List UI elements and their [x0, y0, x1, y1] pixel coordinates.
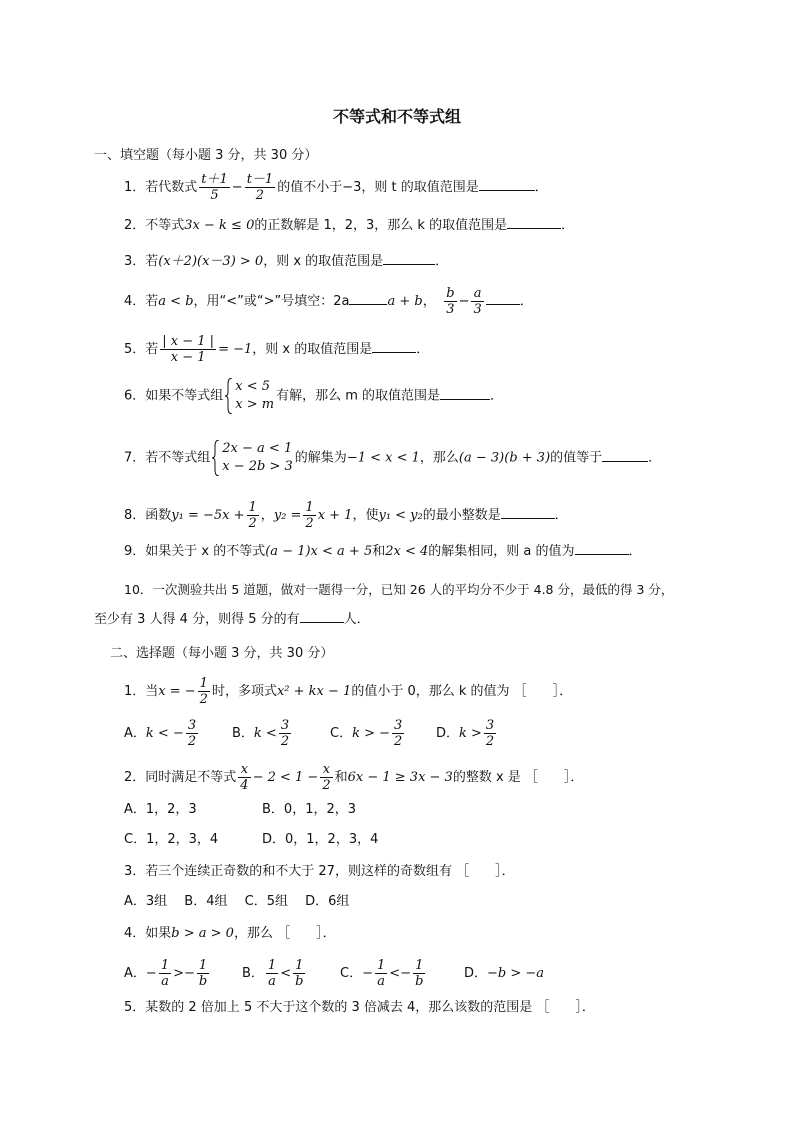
q2-answer-blank[interactable]: [507, 216, 561, 229]
q9-math-1: (a − 1)x < a + 5: [265, 544, 373, 559]
mc4-math: b > a > 0: [171, 926, 234, 941]
fill-q10-line1: 10．一次测验共出 5 道题，做对一题得一分，已知 26 人的平均分不少于 4.8 分，最低的得 3 分，: [124, 582, 674, 597]
q8-math-3: x + 1: [317, 508, 353, 523]
q7-math: −1 < x < 1: [346, 450, 420, 466]
q8-fraction-1: $\frac{1}{2}$: [248, 500, 257, 531]
fill-q8: [124, 500, 568, 531]
q8-math-1: y₁ = −5x +: [171, 508, 245, 523]
q2-text-b: 的正数解是 1，2，3，那么 k 的取值范围是: [254, 218, 508, 233]
mc4-text-b: ，那么 ［ ］．: [233, 926, 336, 941]
q7-end: ．: [648, 450, 662, 466]
q1-end: ．: [534, 180, 548, 195]
choice-q2: [124, 762, 583, 793]
mc2-math-1: − 2 < 1 −: [252, 770, 319, 785]
mc2-option-c[interactable]: C．1，2，3，4: [124, 832, 219, 847]
choice-q1: [124, 676, 572, 707]
q3-end: ．: [435, 254, 449, 269]
page-title: 不等式和不等式组: [332, 107, 461, 126]
q7-text-d: 的值等于: [550, 450, 603, 466]
fill-q7: [124, 440, 661, 476]
q4-text-b: ，用“<”或“>”号填空：2a: [193, 294, 350, 309]
fill-q6: [124, 378, 503, 414]
q9-end: ．: [628, 544, 642, 559]
q6-end: ．: [490, 388, 504, 404]
q7-answer-blank[interactable]: [602, 449, 648, 462]
q2-math: 3x − k ≤ 0: [184, 218, 255, 233]
q4-fraction-1: $\frac{b}{3}$: [446, 286, 455, 317]
q7-math-2: (a − 3)(b + 3): [458, 450, 551, 466]
q5-end: ．: [416, 342, 430, 357]
choice-q2-options-row1: [124, 800, 356, 820]
choice-q3: 3．若三个连续正奇数的和不大于 27，则这样的奇数组有 ［ ］．: [124, 864, 515, 879]
q4-answer-blank-2[interactable]: [486, 292, 520, 305]
q8-text-c: 的最小整数是: [422, 508, 501, 523]
q4-math: a < b: [158, 294, 194, 309]
mc4-option-b[interactable]: B． $\frac{1}{a}$ < $\frac{1}{b}$: [242, 958, 304, 989]
choice-q3-options[interactable]: A．3组 B．4组 C．5组 D．6组: [124, 894, 350, 909]
q7-text-b: 的解集为: [294, 450, 347, 466]
q5-fraction: $\frac{| x - 1 |}{x - 1}$: [162, 334, 215, 365]
q4-text-c: ，: [422, 294, 430, 309]
mc4-option-a[interactable]: A．− $\frac{1}{a}$ >− $\frac{1}{b}$: [124, 958, 208, 989]
q4-math-2: a + b: [387, 294, 423, 309]
q10-answer-blank[interactable]: [300, 610, 344, 623]
q3-text-b: ，则 x 的取值范围是: [263, 254, 384, 269]
mc4-text-a: 4．如果: [124, 926, 172, 941]
q6-system: x < 5 x > m: [225, 378, 274, 414]
mc1-fraction: $\frac{1}{2}$: [199, 676, 208, 707]
fill-q1: [124, 172, 548, 203]
q4-answer-blank-1[interactable]: [349, 292, 387, 305]
mc1-option-d[interactable]: D．k > $\frac{3}{2}$: [436, 718, 495, 749]
mc1-math-2: x² + kx − 1: [276, 684, 352, 699]
q9-math-2: 2x < 4: [385, 544, 429, 559]
q1-fraction-1: $\frac{t+1}{5}$: [201, 172, 228, 203]
q5-text-b: ，则 x 的取值范围是: [252, 342, 373, 357]
mc1-math: x = −: [158, 684, 196, 699]
q9-text-c: 的解集相同，则 a 的值为: [428, 544, 575, 559]
q1-minus: −: [231, 180, 243, 195]
mc2-math-2: 6x − 1 ≥ 3x − 3: [347, 770, 453, 785]
fill-q9: [124, 542, 642, 562]
q10-text: 至少有 3 人得 4 分，则得 5 分的有: [94, 612, 300, 627]
q7-system: 2x − a < 1 x − 2b > 3: [212, 440, 293, 476]
q8-end: ．: [554, 508, 568, 523]
mc2-text-a: 2．同时满足不等式: [124, 770, 237, 785]
mc1-text-b: 时，多项式: [211, 684, 277, 699]
q9-text-b: 和: [372, 544, 386, 559]
fill-q10-line2: [94, 610, 370, 630]
q8-math-2: y₂ =: [273, 508, 302, 523]
q7-text-a: 7．若不等式组: [124, 450, 211, 466]
choice-q4: [124, 924, 336, 944]
q8-math-4: y₁ < y₂: [378, 508, 423, 523]
q10-end: 人．: [343, 612, 370, 627]
q2-text-a: 2．不等式: [124, 218, 185, 233]
q1-answer-blank[interactable]: [479, 178, 535, 191]
fill-q3: [124, 252, 448, 272]
mc1-option-b[interactable]: B．k < $\frac{3}{2}$: [232, 718, 290, 749]
mc1-text-c: 的值小于 0，那么 k 的值为 ［ ］．: [351, 684, 573, 699]
mc2-text-c: 的整数 x 是 ［ ］．: [452, 770, 584, 785]
choice-q1-options: [124, 718, 498, 749]
section2-header: 二、选择题（每小题 3 分，共 30 分）: [110, 646, 334, 661]
q9-answer-blank[interactable]: [575, 542, 629, 555]
q8-answer-blank[interactable]: [501, 506, 555, 519]
q5-text-a: 5．若: [124, 342, 159, 357]
fill-q5: [124, 334, 429, 365]
q1-text-b: 的值不小于−3，则 t 的取值范围是: [277, 180, 479, 195]
mc2-option-d[interactable]: D．0，1，2，3，4: [262, 832, 379, 847]
q4-minus: −: [458, 294, 470, 309]
q3-math: (x＋2)(x－3) > 0: [158, 254, 264, 269]
q8-text-b: ，使: [352, 508, 379, 523]
choice-q4-options: [124, 958, 544, 989]
brace-icon: [212, 440, 220, 476]
q1-fraction-2: $\frac{t-1}{2}$: [246, 172, 274, 203]
q5-math: = −1: [218, 342, 253, 357]
choice-q5: 5．某数的 2 倍加上 5 不大于这个数的 3 倍减去 4，那么该数的范围是 ［ ］．: [124, 1000, 595, 1015]
q8-sep: ，: [260, 508, 274, 523]
choice-q2-options-row2: [124, 830, 378, 850]
q1-text-a: 1．若代数式: [124, 180, 198, 195]
mc4-option-c[interactable]: C．− $\frac{1}{a}$ <− $\frac{1}{b}$: [340, 958, 424, 989]
mc1-option-c[interactable]: C．k > − $\frac{3}{2}$: [330, 718, 403, 749]
mc4-option-d[interactable]: D．−b > −a: [464, 966, 545, 981]
q6-text-b: 有解，那么 m 的取值范围是: [276, 388, 441, 404]
q5-answer-blank[interactable]: [372, 340, 416, 353]
mc2-fraction-2: $\frac{x}{2}$: [322, 762, 331, 793]
mc2-text-b: 和: [334, 770, 348, 785]
q4-fraction-2: $\frac{a}{3}$: [473, 286, 482, 317]
mc1-option-a[interactable]: A．k < − $\frac{3}{2}$: [124, 718, 197, 749]
q8-text-a: 8．函数: [124, 508, 172, 523]
mc2-option-b[interactable]: B．0，1，2，3: [262, 802, 357, 817]
q9-text-a: 9．如果关于 x 的不等式: [124, 544, 266, 559]
fill-q4: [124, 286, 533, 317]
fill-q2: [124, 216, 574, 236]
q4-end: ．: [519, 294, 533, 309]
q3-answer-blank[interactable]: [383, 252, 435, 265]
q8-fraction-2: $\frac{1}{2}$: [305, 500, 314, 531]
q6-text-a: 6．如果不等式组: [124, 388, 224, 404]
mc2-option-a[interactable]: A．1，2，3: [124, 802, 197, 817]
q4-text-a: 4．若: [124, 294, 159, 309]
q6-answer-blank[interactable]: [440, 387, 490, 400]
q7-text-c: ，那么: [419, 450, 459, 466]
mc2-fraction-1: $\frac{x}{4}$: [240, 762, 249, 793]
section1-header: 一、填空题（每小题 3 分，共 30 分）: [94, 148, 318, 163]
q3-text-a: 3．若: [124, 254, 159, 269]
mc1-text-a: 1．当: [124, 684, 159, 699]
q2-end: ．: [561, 218, 575, 233]
brace-icon: [225, 378, 233, 414]
